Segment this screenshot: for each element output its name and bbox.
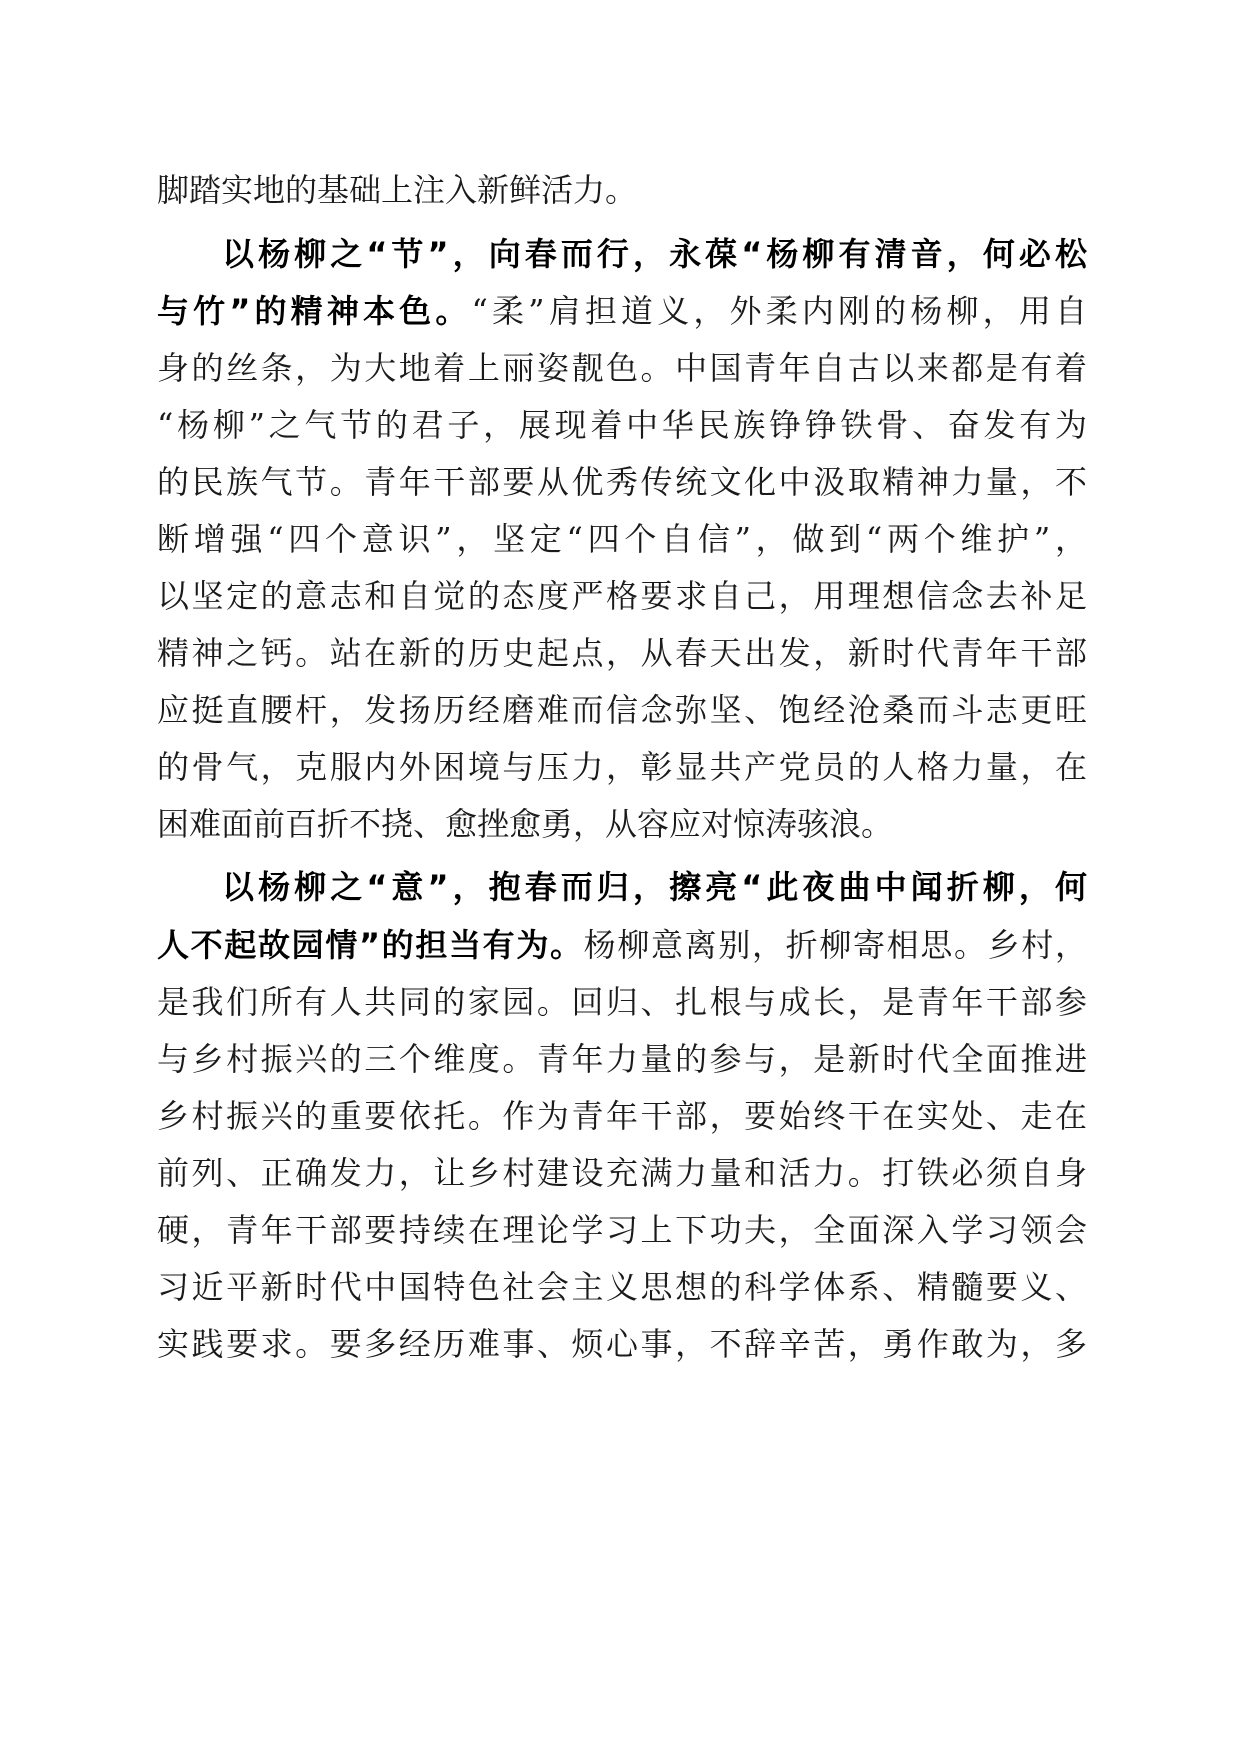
text-span: 实践要求。要多经历难事、烦心事，不辞辛苦，勇作敢为，多	[157, 1325, 1087, 1363]
text-span: 困难面前百折不挠、愈挫愈勇，从容应对惊涛骇浪。	[157, 805, 894, 843]
body-text-line	[157, 621, 1087, 685]
text-span: 与乡村振兴的三个维度。青年力量的参与，是新时代全面推进	[157, 1040, 1087, 1078]
bold-heading-span: 以杨柳之“节”，向春而行，永葆“杨柳有清音，何必松	[222, 235, 1087, 273]
text-span: 身的丝条，为大地着上丽姿靓色。中国青年自古以来都是有着	[157, 349, 1087, 387]
text-span: 以坚定的意志和自觉的态度严格要求自己，用理想信念去补足	[157, 577, 1087, 615]
text-span: 是我们所有人共同的家园。回归、扎根与成长，是青年干部参	[157, 983, 1087, 1021]
text-span: 脚踏实地的基础上注入新鲜活力。	[157, 171, 638, 209]
body-text-line	[157, 279, 1087, 343]
body-text-line	[157, 678, 1087, 742]
bold-heading-span: 与竹”的精神本色。	[157, 292, 472, 330]
body-text-line	[157, 1198, 1087, 1262]
text-span: 的民族气节。青年干部要从优秀传统文化中汲取精神力量，不	[157, 463, 1087, 501]
body-text-line	[157, 1312, 1087, 1376]
text-span: “柔”肩担道义，外柔内刚的杨柳，用自	[471, 292, 1087, 330]
body-text-line	[157, 1084, 1087, 1148]
body-text-line	[157, 158, 1087, 222]
body-text-line	[157, 792, 1087, 856]
text-span: 精神之钙。站在新的历史起点，从春天出发，新时代青年干部	[157, 634, 1087, 672]
text-span: 前列、正确发力，让乡村建设充满力量和活力。打铁必须自身	[157, 1154, 1087, 1192]
bold-heading-span: 以杨柳之“意”，抱春而归，擦亮“此夜曲中闻折柳，何	[222, 868, 1087, 906]
text-span: 的骨气，克服内外困境与压力，彰显共产党员的人格力量，在	[157, 748, 1087, 786]
bold-heading-span: 人不起故园情”的担当有为。	[157, 926, 584, 964]
paragraph-heading-line	[222, 855, 1087, 919]
paragraph-heading-line	[222, 222, 1087, 286]
body-text-line	[157, 564, 1087, 628]
body-text-line	[157, 450, 1087, 514]
text-span: 习近平新时代中国特色社会主义思想的科学体系、精髓要义、	[157, 1268, 1087, 1306]
text-span: 硬，青年干部要持续在理论学习上下功夫，全面深入学习领会	[157, 1211, 1087, 1249]
body-text-line	[157, 393, 1087, 457]
text-span: 乡村振兴的重要依托。作为青年干部，要始终干在实处、走在	[157, 1097, 1087, 1135]
text-span: 应挺直腰杆，发扬历经磨难而信念弥坚、饱经沧桑而斗志更旺	[157, 691, 1087, 729]
body-text-line	[157, 336, 1087, 400]
body-text-line	[157, 1255, 1087, 1319]
body-text-line	[157, 913, 1087, 977]
body-text-line	[157, 1027, 1087, 1091]
body-text-line	[157, 970, 1087, 1034]
body-text-line	[157, 1141, 1087, 1205]
text-span: 断增强“四个意识”，坚定“四个自信”，做到“两个维护”，	[157, 520, 1087, 558]
text-span: “杨柳”之气节的君子，展现着中华民族铮铮铁骨、奋发有为	[157, 406, 1087, 444]
text-span: 杨柳意离别，折柳寄相思。乡村，	[583, 926, 1087, 964]
body-text-line	[157, 507, 1087, 571]
body-text-line	[157, 735, 1087, 799]
